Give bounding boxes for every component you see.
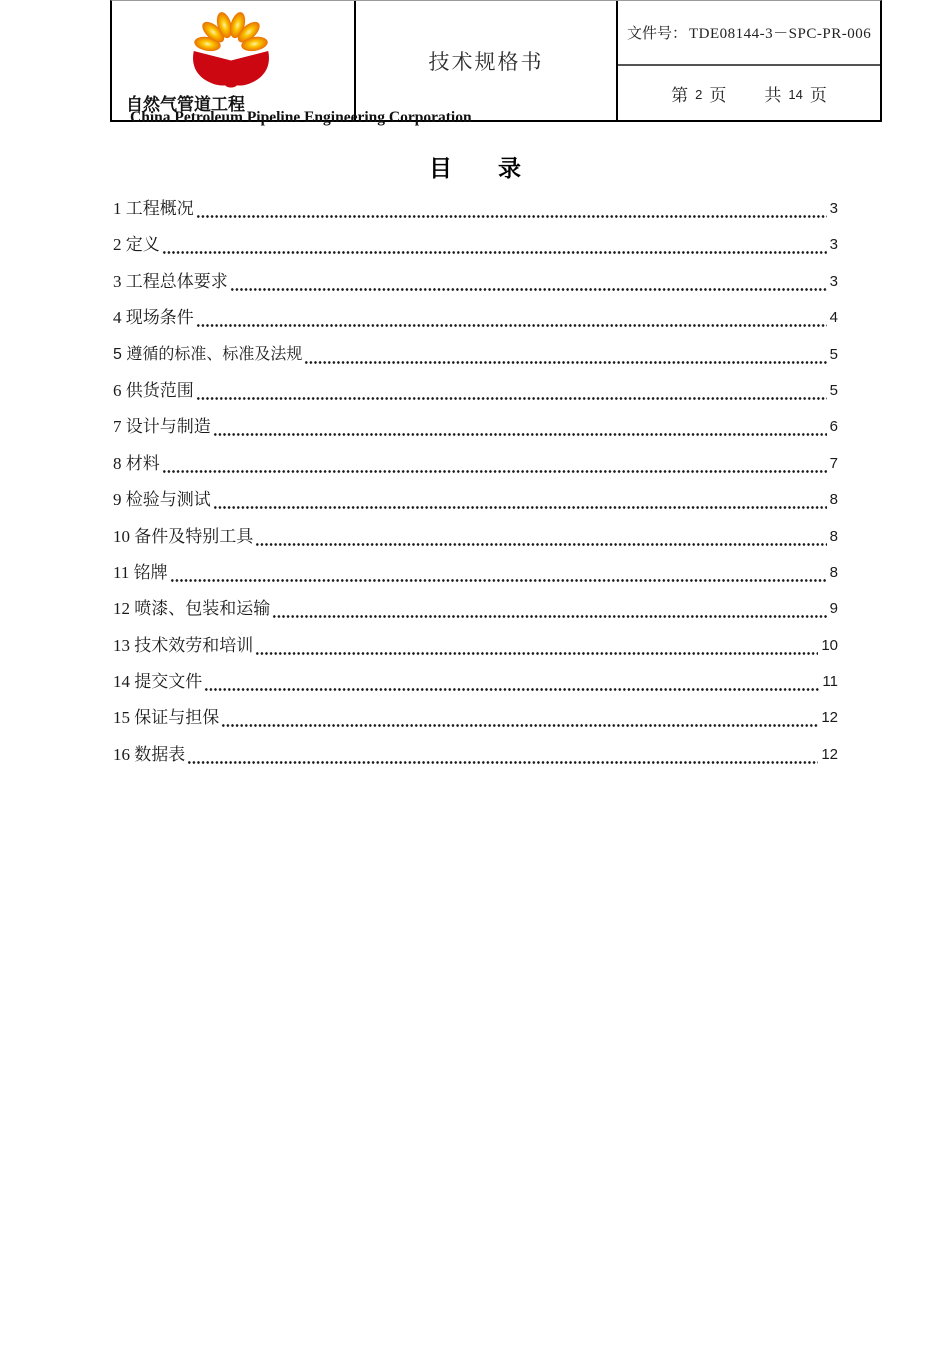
toc-entry-label: 16 数据表 <box>113 744 186 764</box>
petrochina-logo-icon <box>184 8 278 92</box>
toc-entry-page: 11 <box>822 673 838 691</box>
toc-leader-dots <box>272 591 826 627</box>
page-unit: 页 <box>709 85 727 105</box>
toc-entry-page: 5 <box>829 381 838 399</box>
toc-entry-label: 1 工程概况 <box>113 199 194 218</box>
toc-entry[interactable] <box>113 191 838 227</box>
toc-entry-label: 9 检验与测试 <box>113 490 211 510</box>
toc-entry-page: 12 <box>821 745 838 763</box>
toc-leader-dots <box>187 737 818 773</box>
toc-entry-page: 8 <box>829 527 838 545</box>
toc-leader-dots <box>196 373 827 409</box>
toc-entry-page: 10 <box>821 636 838 654</box>
toc-entry-label: 10 备件及特别工具 <box>113 526 254 546</box>
toc-leader-dots <box>255 519 826 555</box>
toc-leader-dots <box>162 227 827 263</box>
toc-entry[interactable] <box>113 409 838 445</box>
toc-entry-label: 11 铭牌 <box>113 562 168 582</box>
doc-number-row <box>618 1 880 66</box>
toc-title: 目 录 <box>429 156 521 181</box>
toc-entry[interactable] <box>113 446 838 482</box>
header-meta-cell <box>618 1 880 120</box>
toc-entry-label: 2 定义 <box>113 235 160 255</box>
document-header-table <box>110 0 882 126</box>
page-info-row <box>618 66 880 120</box>
org-name-en: China Petroleum Pipeline Engineering Corporation <box>130 109 472 126</box>
page-prefix: 第 <box>671 85 689 105</box>
toc-entry[interactable] <box>113 227 838 263</box>
toc-entry[interactable] <box>113 482 838 518</box>
current-page-number: 2 <box>695 86 703 102</box>
toc-entry-page: 4 <box>829 309 838 327</box>
toc-entry[interactable] <box>113 300 838 336</box>
toc-entry-label: 4 现场条件 <box>113 308 194 328</box>
toc-entry-page: 8 <box>829 563 838 581</box>
toc-entry[interactable] <box>113 264 838 300</box>
toc-leader-dots <box>162 446 827 482</box>
doc-title-cell <box>356 1 618 120</box>
doc-number: TDE08144-3－SPC-PR-006 <box>689 26 872 42</box>
toc-leader-dots <box>221 700 818 736</box>
toc-entry-label: 5 遵循的标准、标准及法规 <box>113 345 303 363</box>
org-name-cn: 自然气管道工程 <box>126 95 245 114</box>
toc-entry-page: 6 <box>829 418 838 436</box>
total-pages-label: 共 <box>764 85 782 105</box>
toc-entry-label: 8 材料 <box>113 453 160 473</box>
toc-leader-dots <box>213 482 827 518</box>
toc-entry[interactable] <box>113 519 838 555</box>
total-page-number: 14 <box>788 86 803 102</box>
toc-entry-page: 3 <box>829 272 838 290</box>
toc-entry-page: 7 <box>829 454 838 472</box>
toc-leader-dots <box>255 628 818 664</box>
toc-leader-dots <box>170 555 827 591</box>
toc-entry-label: 6 供货范围 <box>113 380 194 400</box>
toc-entry-label: 14 提交文件 <box>113 672 203 692</box>
doc-number-label: 文件号： <box>627 26 688 42</box>
toc-leader-dots <box>304 337 826 373</box>
toc-leader-dots <box>230 264 827 300</box>
header-logo-cell <box>112 1 472 126</box>
toc-entry-page: 12 <box>821 709 838 727</box>
toc-entry[interactable] <box>113 664 838 700</box>
toc-list <box>113 191 838 773</box>
toc-entry-page: 5 <box>829 345 838 363</box>
page-unit: 页 <box>809 85 827 105</box>
toc-entry-label: 13 技术效劳和培训 <box>113 635 254 655</box>
toc-entry-page: 3 <box>829 236 838 254</box>
toc-entry[interactable] <box>113 373 838 409</box>
toc-entry-label: 7 设计与制造 <box>113 417 211 437</box>
toc-entry[interactable] <box>113 337 838 373</box>
toc-entry[interactable] <box>113 555 838 591</box>
toc-entry[interactable] <box>113 591 838 627</box>
toc-entry-page: 3 <box>829 200 838 217</box>
toc-leader-dots <box>204 664 819 700</box>
toc-entry-page: 9 <box>829 600 838 618</box>
toc-entry-label: 12 喷漆、包装和运输 <box>113 599 271 619</box>
doc-title: 技术规格书 <box>428 49 544 74</box>
toc-entry[interactable] <box>113 737 838 773</box>
toc-entry-label: 3 工程总体要求 <box>113 271 228 291</box>
toc-entry-page: 8 <box>829 491 838 509</box>
toc-entry[interactable] <box>113 628 838 664</box>
toc-entry-label: 15 保证与担保 <box>113 708 220 728</box>
toc-leader-dots <box>196 300 827 336</box>
toc-leader-dots <box>213 409 827 445</box>
toc-leader-dots <box>196 191 827 227</box>
toc-entry[interactable] <box>113 700 838 736</box>
